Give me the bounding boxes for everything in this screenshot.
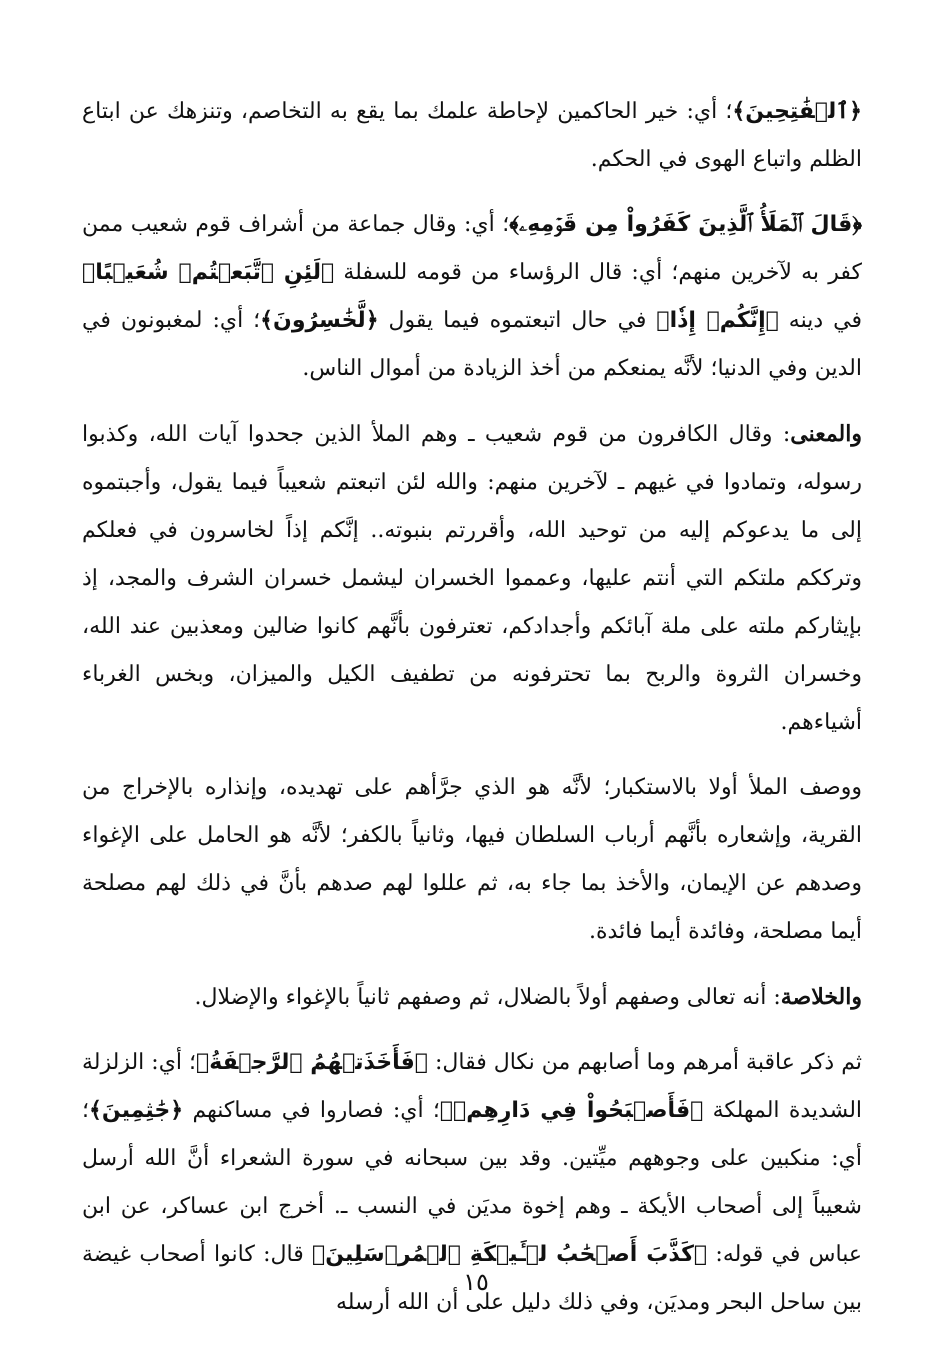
body-text: في حال اتبعتموه فيما يقول [378, 308, 657, 333]
quran-quote: ﴿كَذَّبَ أَصۡحَٰبُ لۡـَٔيۡكَةِ ٱلۡمُرۡسَلِينَ﴾ [312, 1242, 708, 1267]
paragraph-1 [82, 88, 862, 184]
section-label: والخلاصة [780, 984, 862, 1010]
paragraph-5 [82, 973, 862, 1022]
page-body [82, 88, 862, 1344]
body-text: قال: كانوا أصحاب غيضة بين ساحل البحر ومديَن، وفي ذلك دليل على أن الله أرسله [82, 1242, 862, 1315]
quran-quote: ﴿فَأَصۡبَحُواْ فِي دَارِهِمۡ﴾ [439, 1098, 704, 1123]
quran-quote: ﴿جَٰثِمِينَ﴾ [89, 1098, 184, 1123]
paragraph-4 [82, 764, 862, 956]
body-text: ؛ أي: منكبين على وجوههم ميِّتين. وقد بين سبحانه في سورة الشعراء أنَّ الله أرسل شعيباً إلى أصحاب الأيكة ـ وهم إخوة مديَن في النسب ـ. أخرج ابن عساكر، عن ابن عباس في قوله: [82, 1098, 863, 1267]
body-text: ووصف الملأ أولا بالاستكبار؛ لأنَّه هو الذي جرَّأهم على تهديده، وإنذاره بالإخراج من القرية، وإشعاره بأنَّهم أرباب السلطان فيها، وثانياً بالكفر؛ لأنَّه هو الحامل على الإغواء وصدهم عن الإيمان، والأخذ بما جاء به، ثم عللوا لهم صدهم بأنَّ في ذلك لهم مصلحة أيما مصلحة، وفائدة أيما فائدة. [82, 775, 862, 944]
body-text: ؛ أي: الزلزلة الشديدة المهلكة [82, 1050, 863, 1123]
quran-quote: ﴿لَّخَٰسِرُونَ﴾ [260, 308, 379, 333]
quran-quote: ﴿فَأَخَذَتۡهُمُ ٱلرَّجۡفَةُ﴾ [196, 1050, 428, 1075]
body-text: ؛ أي: وقال جماعة من أشراف قوم شعيب ممن كفر به لآخرين منهم؛ أي: قال الرؤساء من قومه للسفلة [82, 212, 862, 285]
body-text: : أنه تعالى وصفهم أولاً بالضلال، ثم وصفهم ثانياً بالإغواء والإضلال. [194, 985, 781, 1010]
body-text: في دينه [778, 308, 862, 333]
body-text: ثم ذكر عاقبة أمرهم وما أصابهم من نكال فقال: [427, 1050, 862, 1075]
section-label: والمعنى [790, 421, 862, 447]
paragraph-2 [82, 201, 862, 393]
quran-quote: ﴿قَالَ ٱلۡمَلَأُ ٱلَّذِينَ كَفَرُواْ مِن قَوۡمِهِۦ﴾ [509, 212, 862, 237]
body-text: ؛ أي: خير الحاكمين لإحاطة علمك بما يقع به التخاصم، وتنزهك عن ابتاع الظلم واتباع الهوى في الحكم. [82, 99, 862, 172]
paragraph-3 [82, 410, 862, 747]
page-number: ١٥ [463, 1268, 489, 1296]
quran-quote: ﴿ٱلۡفَٰتِحِينَ﴾ [732, 99, 862, 124]
quran-quote: ﴿إِنَّكُمۡ إِذٗا﴾ [656, 308, 779, 333]
body-text: ؛ أي: فصاروا في مساكنهم [183, 1098, 440, 1123]
body-text: : وقال الكافرون من قوم شعيب ـ وهم الملأ الذين جحدوا آيات الله، وكذبوا رسوله، وتمادوا في غيهم ـ لآخرين منهم: والله لئن اتبعتم شعيباً فيما يقول، وأجبتموه إلى ما يدعوكم إليه من توحيد الله، وأقررتم بنبوته.. إنَّكم إذاً لخاسرون في فعلكم وترككم ملتكم التي أنتم عليها، وعمموا الخسران ليشمل خسران الشرف والمجد، إذ بإيثاركم ملته على ملة آبائكم وأجدادكم، تعترفون بأنَّهم كانوا ضالين ومعذبين عند الله، وخسران الثروة والربح بما تحترفونه من تطفيف الكيل والميزان، وبخس الغرباء أشياءهم. [82, 422, 862, 735]
quran-quote: ﴿لَئِنِ ٱتَّبَعۡتُمۡ شُعَيۡبًا﴾ [82, 260, 335, 285]
body-text: ؛ أي: لمغبونون في الدين وفي الدنيا؛ لأنَّه يمنعكم من أخذ الزيادة من أموال الناس. [82, 308, 862, 381]
